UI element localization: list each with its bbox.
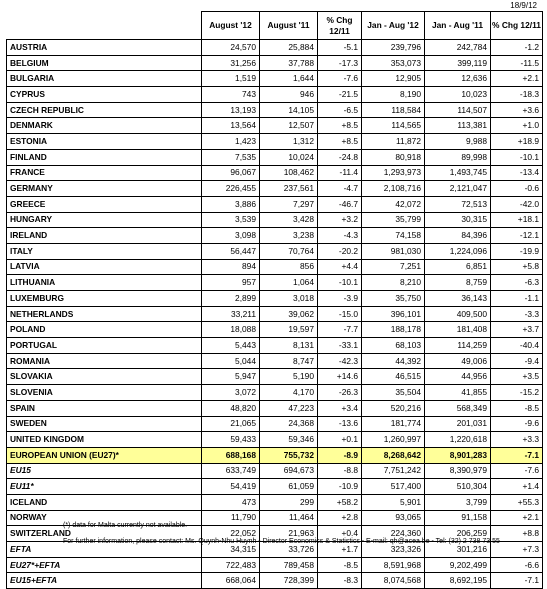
row-value: -7.6 (491, 463, 543, 479)
row-value: 239,796 (362, 40, 425, 56)
row-label: NORWAY (7, 510, 202, 526)
row-value: -20.2 (318, 243, 362, 259)
row-value: 237,561 (260, 181, 318, 197)
row-value: 409,500 (425, 306, 491, 322)
row-value: 9,202,499 (425, 557, 491, 573)
row-value: 688,168 (202, 447, 260, 463)
row-value: 2,121,047 (425, 181, 491, 197)
row-value: 894 (202, 259, 260, 275)
row-value: -9.6 (491, 416, 543, 432)
table-row (7, 149, 543, 165)
row-value: 1,493,745 (425, 165, 491, 181)
row-value: 10,023 (425, 87, 491, 103)
table-body (7, 40, 543, 589)
row-value: 114,507 (425, 102, 491, 118)
row-value: +0.1 (318, 432, 362, 448)
row-value: -17.3 (318, 55, 362, 71)
row-value: -24.8 (318, 149, 362, 165)
row-value: 54,419 (202, 479, 260, 495)
row-label: SLOVAKIA (7, 369, 202, 385)
header-blank (7, 12, 202, 40)
row-value: 47,223 (260, 400, 318, 416)
table-row (7, 385, 543, 401)
row-value: 1,423 (202, 134, 260, 150)
row-value: 1,312 (260, 134, 318, 150)
row-label: BULGARIA (7, 71, 202, 87)
row-label: UNITED KINGDOM (7, 432, 202, 448)
row-label: DENMARK (7, 118, 202, 134)
row-value: +1.4 (491, 479, 543, 495)
row-value: 59,433 (202, 432, 260, 448)
row-value: +4.4 (318, 259, 362, 275)
row-value: 9,988 (425, 134, 491, 150)
row-value: 35,750 (362, 291, 425, 307)
row-value: 25,884 (260, 40, 318, 56)
row-label: CYPRUS (7, 87, 202, 103)
row-value: 2,108,716 (362, 181, 425, 197)
row-value: -5.1 (318, 40, 362, 56)
row-value: 12,507 (260, 118, 318, 134)
table-row (7, 259, 543, 275)
row-value: -6.5 (318, 102, 362, 118)
row-value: 201,031 (425, 416, 491, 432)
footnote: (*) data for Malta currently not available. (63, 522, 188, 529)
row-value: 510,304 (425, 479, 491, 495)
row-value: -1.2 (491, 40, 543, 56)
row-value: 22,052 (202, 526, 260, 542)
row-value: 5,190 (260, 369, 318, 385)
row-value: -42.0 (491, 196, 543, 212)
row-value: 301,216 (425, 542, 491, 558)
row-value: 33,726 (260, 542, 318, 558)
row-value: -33.1 (318, 338, 362, 354)
table-row (7, 40, 543, 56)
row-value: 49,006 (425, 353, 491, 369)
row-value: 188,178 (362, 322, 425, 338)
row-value: -4.7 (318, 181, 362, 197)
row-value: 743 (202, 87, 260, 103)
header-janaug-12: Jan - Aug '12 (362, 12, 425, 40)
row-value: -46.7 (318, 196, 362, 212)
row-value: 11,464 (260, 510, 318, 526)
row-value: 114,259 (425, 338, 491, 354)
row-value: +1.7 (318, 542, 362, 558)
row-value: 5,044 (202, 353, 260, 369)
row-value: -11.5 (491, 55, 543, 71)
row-value: +18.1 (491, 212, 543, 228)
table-row (7, 432, 543, 448)
row-value: 14,105 (260, 102, 318, 118)
row-value: 8,747 (260, 353, 318, 369)
table-row (7, 322, 543, 338)
row-value: 4,170 (260, 385, 318, 401)
row-value: 36,143 (425, 291, 491, 307)
row-value: -6.6 (491, 557, 543, 573)
row-value: 89,998 (425, 149, 491, 165)
row-value: 8,131 (260, 338, 318, 354)
row-value: 517,400 (362, 479, 425, 495)
row-label: AUSTRIA (7, 40, 202, 56)
row-value: -21.5 (318, 87, 362, 103)
row-value: 35,504 (362, 385, 425, 401)
row-value: 91,158 (425, 510, 491, 526)
row-label: HUNGARY (7, 212, 202, 228)
row-label: NETHERLANDS (7, 306, 202, 322)
row-value: -7.6 (318, 71, 362, 87)
table-row (7, 71, 543, 87)
row-value: 84,396 (425, 228, 491, 244)
report-date: 18/9/12 (510, 1, 537, 10)
row-label: SLOVENIA (7, 385, 202, 401)
table-row (7, 306, 543, 322)
row-value: 41,855 (425, 385, 491, 401)
row-label: LATVIA (7, 259, 202, 275)
row-label: GREECE (7, 196, 202, 212)
row-value: 61,059 (260, 479, 318, 495)
table-row (7, 369, 543, 385)
row-value: 12,905 (362, 71, 425, 87)
row-value: 12,636 (425, 71, 491, 87)
row-value: 11,872 (362, 134, 425, 150)
table-row (7, 573, 543, 589)
row-value: 3,018 (260, 291, 318, 307)
table-row (7, 447, 543, 463)
row-value: 728,399 (260, 573, 318, 589)
row-value: 44,392 (362, 353, 425, 369)
row-value: 8,390,979 (425, 463, 491, 479)
row-value: -9.4 (491, 353, 543, 369)
header-chg-month: % Chg 12/11 (318, 12, 362, 40)
row-value: -7.7 (318, 322, 362, 338)
row-label: ROMANIA (7, 353, 202, 369)
row-value: 226,455 (202, 181, 260, 197)
row-value: -10.1 (491, 149, 543, 165)
row-value: -4.3 (318, 228, 362, 244)
row-value: +1.0 (491, 118, 543, 134)
row-value: 11,790 (202, 510, 260, 526)
table-row (7, 353, 543, 369)
row-value: 31,256 (202, 55, 260, 71)
table-row (7, 494, 543, 510)
table-row (7, 243, 543, 259)
row-label: BELGIUM (7, 55, 202, 71)
row-value: 59,346 (260, 432, 318, 448)
row-value: 7,297 (260, 196, 318, 212)
row-value: 7,751,242 (362, 463, 425, 479)
row-value: -10.9 (318, 479, 362, 495)
row-label: CZECH REPUBLIC (7, 102, 202, 118)
row-value: 242,784 (425, 40, 491, 56)
row-value: 5,947 (202, 369, 260, 385)
row-value: 299 (260, 494, 318, 510)
row-value: 3,428 (260, 212, 318, 228)
row-value: 70,764 (260, 243, 318, 259)
row-value: -6.3 (491, 275, 543, 291)
row-value: 8,759 (425, 275, 491, 291)
row-value: +3.2 (318, 212, 362, 228)
table-row (7, 228, 543, 244)
row-value: +7.3 (491, 542, 543, 558)
row-value: 48,820 (202, 400, 260, 416)
row-value: +2.1 (491, 510, 543, 526)
table-row (7, 118, 543, 134)
row-label: ESTONIA (7, 134, 202, 150)
row-value: 957 (202, 275, 260, 291)
row-value: -1.1 (491, 291, 543, 307)
row-value: 399,119 (425, 55, 491, 71)
row-value: 1,224,096 (425, 243, 491, 259)
row-value: 30,315 (425, 212, 491, 228)
row-value: 396,101 (362, 306, 425, 322)
row-label: EUROPEAN UNION (EU27)* (7, 447, 202, 463)
row-value: -13.4 (491, 165, 543, 181)
row-value: 8,901,283 (425, 447, 491, 463)
row-value: 10,024 (260, 149, 318, 165)
row-value: 21,963 (260, 526, 318, 542)
row-label: SPAIN (7, 400, 202, 416)
row-value: 108,462 (260, 165, 318, 181)
row-value: +2.1 (491, 71, 543, 87)
row-value: 96,067 (202, 165, 260, 181)
row-value: 42,072 (362, 196, 425, 212)
row-value: 24,570 (202, 40, 260, 56)
row-label: EU11* (7, 479, 202, 495)
row-value: +3.5 (491, 369, 543, 385)
row-value: -26.3 (318, 385, 362, 401)
row-label: IRELAND (7, 228, 202, 244)
row-value: 7,535 (202, 149, 260, 165)
row-value: 3,539 (202, 212, 260, 228)
row-value: 3,238 (260, 228, 318, 244)
row-value: 114,565 (362, 118, 425, 134)
row-value: +8.5 (318, 118, 362, 134)
row-value: 33,211 (202, 306, 260, 322)
row-value: 8,190 (362, 87, 425, 103)
header-janaug-11: Jan - Aug '11 (425, 12, 491, 40)
row-value: -0.6 (491, 181, 543, 197)
row-value: +14.6 (318, 369, 362, 385)
row-value: 8,268,642 (362, 447, 425, 463)
table-row (7, 212, 543, 228)
row-value: -12.1 (491, 228, 543, 244)
row-value: 694,673 (260, 463, 318, 479)
row-value: 8,692,195 (425, 573, 491, 589)
row-value: +3.7 (491, 322, 543, 338)
row-value: 3,886 (202, 196, 260, 212)
row-value: 7,251 (362, 259, 425, 275)
row-label: GERMANY (7, 181, 202, 197)
row-value: 8,210 (362, 275, 425, 291)
row-value: 8,074,568 (362, 573, 425, 589)
row-value: 520,216 (362, 400, 425, 416)
row-value: -7.1 (491, 447, 543, 463)
table-row (7, 463, 543, 479)
table-row (7, 181, 543, 197)
row-value: 1,519 (202, 71, 260, 87)
row-label: LITHUANIA (7, 275, 202, 291)
row-value: -8.5 (491, 400, 543, 416)
row-value: +18.9 (491, 134, 543, 150)
row-value: +0.4 (318, 526, 362, 542)
row-value: 224,360 (362, 526, 425, 542)
row-value: 1,064 (260, 275, 318, 291)
row-label: SWEDEN (7, 416, 202, 432)
row-value: 56,447 (202, 243, 260, 259)
row-value: 39,062 (260, 306, 318, 322)
row-value: 789,458 (260, 557, 318, 573)
row-value: +5.8 (491, 259, 543, 275)
row-value: 323,326 (362, 542, 425, 558)
row-label: POLAND (7, 322, 202, 338)
row-value: -3.9 (318, 291, 362, 307)
row-value: 1,293,973 (362, 165, 425, 181)
row-value: 113,381 (425, 118, 491, 134)
row-value: 1,644 (260, 71, 318, 87)
row-value: 946 (260, 87, 318, 103)
table-row (7, 275, 543, 291)
row-label: ITALY (7, 243, 202, 259)
row-value: -40.4 (491, 338, 543, 354)
row-value: -15.2 (491, 385, 543, 401)
row-value: 2,899 (202, 291, 260, 307)
table-row (7, 416, 543, 432)
row-value: 3,799 (425, 494, 491, 510)
row-label: EU15 (7, 463, 202, 479)
row-value: 181,774 (362, 416, 425, 432)
row-value: 668,064 (202, 573, 260, 589)
row-value: 206,259 (425, 526, 491, 542)
row-label: EU15+EFTA (7, 573, 202, 589)
row-value: 8,591,968 (362, 557, 425, 573)
registrations-table (6, 11, 543, 589)
row-label: FRANCE (7, 165, 202, 181)
row-value: 5,443 (202, 338, 260, 354)
row-value: 722,483 (202, 557, 260, 573)
header-august-12: August '12 (202, 12, 260, 40)
row-value: 568,349 (425, 400, 491, 416)
row-value: 856 (260, 259, 318, 275)
row-label: SWITZERLAND (7, 526, 202, 542)
row-value: 34,315 (202, 542, 260, 558)
row-value: 93,065 (362, 510, 425, 526)
table-row (7, 291, 543, 307)
row-value: 80,918 (362, 149, 425, 165)
row-value: -3.3 (491, 306, 543, 322)
row-label: EU27*+EFTA (7, 557, 202, 573)
table-row (7, 400, 543, 416)
table-row (7, 165, 543, 181)
row-value: 1,260,997 (362, 432, 425, 448)
row-value: 13,564 (202, 118, 260, 134)
table-row (7, 196, 543, 212)
row-value: 13,193 (202, 102, 260, 118)
row-value: 6,851 (425, 259, 491, 275)
row-value: 181,408 (425, 322, 491, 338)
row-value: 24,368 (260, 416, 318, 432)
row-value: 118,584 (362, 102, 425, 118)
row-value: 35,799 (362, 212, 425, 228)
row-value: -11.4 (318, 165, 362, 181)
row-value: 44,956 (425, 369, 491, 385)
row-value: -19.9 (491, 243, 543, 259)
row-value: +3.4 (318, 400, 362, 416)
row-value: -42.3 (318, 353, 362, 369)
row-value: +55.3 (491, 494, 543, 510)
row-value: 1,220,618 (425, 432, 491, 448)
row-value: 68,103 (362, 338, 425, 354)
row-label: PORTUGAL (7, 338, 202, 354)
table-row (7, 102, 543, 118)
header-row (7, 12, 543, 40)
row-value: 473 (202, 494, 260, 510)
row-value: 46,515 (362, 369, 425, 385)
row-value: 74,158 (362, 228, 425, 244)
row-value: 353,073 (362, 55, 425, 71)
row-value: 3,072 (202, 385, 260, 401)
row-value: -8.5 (318, 557, 362, 573)
row-value: 21,065 (202, 416, 260, 432)
row-value: -13.6 (318, 416, 362, 432)
row-label: EFTA (7, 542, 202, 558)
row-value: 5,901 (362, 494, 425, 510)
row-value: 755,732 (260, 447, 318, 463)
row-value: +2.8 (318, 510, 362, 526)
table-row (7, 338, 543, 354)
table-row (7, 134, 543, 150)
row-value: +8.8 (491, 526, 543, 542)
row-label: LUXEMBURG (7, 291, 202, 307)
row-value: 18,088 (202, 322, 260, 338)
row-value: -15.0 (318, 306, 362, 322)
row-value: 72,513 (425, 196, 491, 212)
row-value: +3.6 (491, 102, 543, 118)
header-august-11: August '11 (260, 12, 318, 40)
table-row (7, 557, 543, 573)
row-value: +8.5 (318, 134, 362, 150)
row-value: -18.3 (491, 87, 543, 103)
row-value: -8.9 (318, 447, 362, 463)
row-value: 19,597 (260, 322, 318, 338)
row-value: 3,098 (202, 228, 260, 244)
contact-line: For further information, please contact: Ms. Quynh-Nhu Huynh - Director Economics & Statistics - E-mail: qh@acea.be - Tel: (32) 2 738 73 55 (63, 538, 500, 545)
row-value: +3.3 (491, 432, 543, 448)
row-value: 37,788 (260, 55, 318, 71)
table-row (7, 87, 543, 103)
row-value: -7.1 (491, 573, 543, 589)
table-row (7, 479, 543, 495)
row-value: 633,749 (202, 463, 260, 479)
row-value: -8.3 (318, 573, 362, 589)
row-label: FINLAND (7, 149, 202, 165)
table-row (7, 55, 543, 71)
header-chg-ytd: % Chg 12/11 (491, 12, 543, 40)
row-value: 981,030 (362, 243, 425, 259)
row-value: +58.2 (318, 494, 362, 510)
row-value: -8.8 (318, 463, 362, 479)
row-value: -10.1 (318, 275, 362, 291)
row-label: ICELAND (7, 494, 202, 510)
